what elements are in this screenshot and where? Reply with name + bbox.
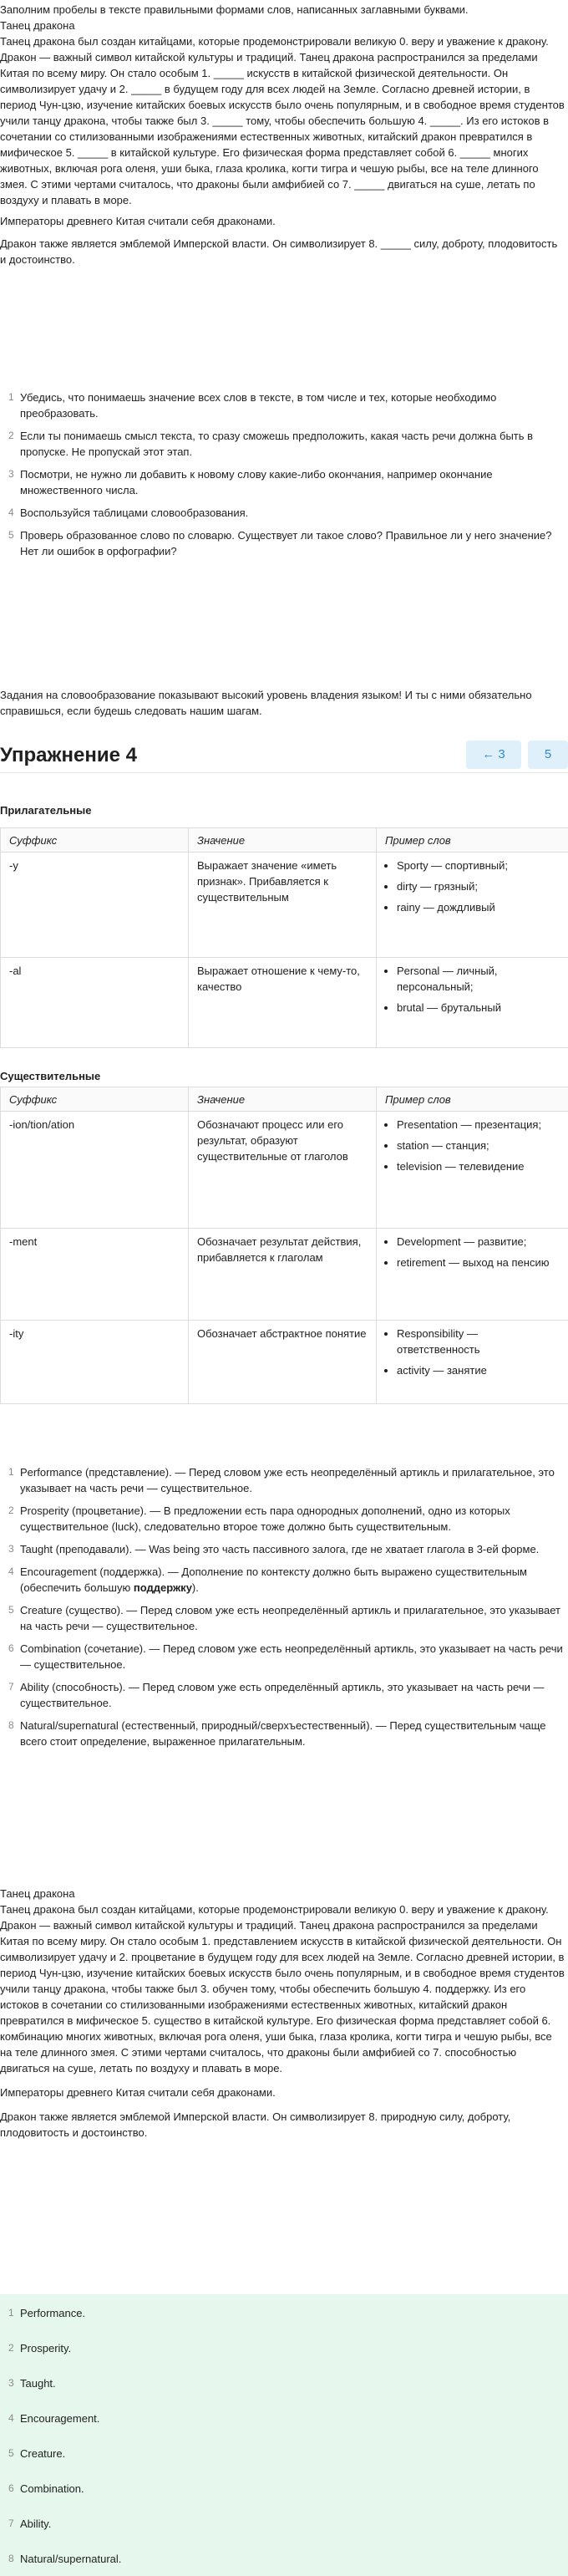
suffix-cell: -y xyxy=(1,853,189,958)
answer-item xyxy=(0,2375,56,2391)
adjectives-table xyxy=(0,827,568,1048)
step-text: Проверь образованное слово по словарю. Существует ли такое слово? Правильное ли у него значение? Нет ли ошибок в орфографии? xyxy=(20,529,552,557)
answer-number: 6 xyxy=(8,2482,14,2494)
answer-text: Creature. xyxy=(20,2447,66,2460)
examples-cell xyxy=(377,853,568,958)
step-number: 3 xyxy=(8,468,14,480)
item-number: 1 xyxy=(8,1466,14,1478)
step-text: Если ты понимаешь смысл текста, то сразу сможешь предположить, какая часть речи должна быть в пропуске. Не пропускай этот этап. xyxy=(20,430,534,458)
list-item xyxy=(0,428,565,460)
list-item xyxy=(0,1503,565,1535)
answer-text: Natural/supernatural. xyxy=(20,2553,122,2565)
story-filled-block xyxy=(0,1886,565,2141)
story-paragraph-power: Дракон также является эмблемой Имперской власти. Он символизирует 8. _____ силу, доброту, плодовитость и достоинство. xyxy=(0,237,558,266)
nouns-table xyxy=(0,1087,568,1404)
suffix-cell: -al xyxy=(1,958,189,1048)
column-header: Значение xyxy=(189,828,377,853)
table-row xyxy=(1,958,568,1048)
answer-item xyxy=(0,2411,99,2426)
meaning-cell: Выражает отношение к чему-то, качество xyxy=(189,958,377,1048)
column-header: Значение xyxy=(189,1087,377,1112)
example-item: • television — телевидение xyxy=(397,1158,560,1174)
explanation-text: Natural/supernatural (естественный, природный/сверхъестественный). — Перед существительным чаще всего стоит определение, выраженное прилагательным. xyxy=(20,1719,546,1748)
explanation-text: Creature (существо). — Перед словом уже есть неопределённый артикль и прилагательное, это указывает на часть речи — существительное. xyxy=(20,1604,560,1632)
answer-number: 8 xyxy=(8,2553,14,2564)
story-paragraph: Танец дракона был создан китайцами, которые продемонстрировали великую 0. веру и уважение к дракону. Дракон — важный символ китайской культуры и традиций. Танец дракона распространился за пределами Китая по всему миру. Он стало особым 1. представлением искусств в китайской физической деятельности. Он символизирует удачу и 2. процветание в будущем году для всех людей на Земле. Согласно древней истории, в период Чун-цзю, изучение китайских боевых искусств было очень популярным, и в свободное время студентов учили танцу дракона, чтобы также был 3. обучен тому, чтобы обеспечить большую 4. поддержку. Из его истоков в сочетании со стилизованными изображениями естественных животных, китайский дракон превратился в мифическое 5. существо в китайской культуре. Его физическая форма представляет собой 6. комбинацию многих животных, включая рога оленя, уши быка, глаза кролика, когти тигра и чешую рыбы, все на теле длинного змея. С этими чертами считалось, что драконы были амфибией со 7. способностью двигаться на суше, летать по воздуху и плавать в море. xyxy=(0,1903,565,2075)
adjectives-section-title: Прилагательные xyxy=(0,804,92,817)
table-row xyxy=(1,853,568,958)
item-number: 4 xyxy=(8,1565,14,1577)
next-exercise-button[interactable]: 5 xyxy=(528,741,568,769)
step-number: 1 xyxy=(8,391,14,403)
closing-block xyxy=(0,687,565,719)
example-item: • Development — развитие; xyxy=(397,1234,560,1250)
list-item xyxy=(0,527,565,559)
list-item xyxy=(0,1464,565,1496)
exercise-header xyxy=(0,736,568,773)
item-number: 2 xyxy=(8,1504,14,1516)
item-number: 5 xyxy=(8,1604,14,1616)
story-paragraph-emperors: Императоры древнего Китая считали себя драконами. xyxy=(0,215,276,227)
list-item xyxy=(0,1541,565,1557)
explanations-list xyxy=(0,1464,565,1749)
suffix-cell: -ity xyxy=(1,1321,189,1404)
examples-cell xyxy=(377,1321,568,1404)
example-item: • Personal — личный, персональный; xyxy=(397,963,560,995)
column-header: Пример слов xyxy=(377,828,568,853)
meaning-cell: Обозначает абстрактное понятие xyxy=(189,1321,377,1404)
steps-list xyxy=(0,389,565,559)
answer-text: Prosperity. xyxy=(20,2342,72,2355)
explanation-text-end: ). xyxy=(191,1581,199,1594)
example-item: • Presentation — презентация; xyxy=(397,1117,560,1133)
meaning-cell: Обозначают процесс или его результат, образуют существительные от глаголов xyxy=(189,1112,377,1229)
explanation-text: Encouragement (поддержка). — Дополнение по контексту должно быть выражено существительным (обеспечить большую xyxy=(20,1565,527,1594)
meaning-cell: Выражает значение «иметь признак». Прибавляется к существительным xyxy=(189,853,377,958)
answer-text: Ability. xyxy=(20,2517,52,2530)
suffix-cell: -ion/tion/ation xyxy=(1,1112,189,1229)
intro-block xyxy=(0,2,565,267)
examples-cell xyxy=(377,958,568,1048)
example-item: • Sporty — спортивный; xyxy=(397,858,560,873)
column-header: Суффикс xyxy=(1,1087,189,1112)
examples-cell xyxy=(377,1112,568,1229)
story-paragraph-emperors: Императоры древнего Китая считали себя драконами. xyxy=(0,2086,276,2099)
answer-item xyxy=(0,2516,51,2532)
story-title: Танец дракона xyxy=(0,1887,75,1900)
table-row xyxy=(1,1229,568,1321)
example-item: • Responsibility — ответственность xyxy=(397,1326,560,1357)
examples-cell xyxy=(377,1229,568,1321)
story-title: Танец дракона xyxy=(0,19,75,32)
answer-number: 5 xyxy=(8,2447,14,2459)
answer-item xyxy=(0,2340,71,2356)
nouns-section-title: Существительные xyxy=(0,1070,101,1082)
steps-block xyxy=(0,389,565,566)
prev-exercise-button[interactable]: ← 3 xyxy=(466,741,521,769)
item-number: 7 xyxy=(8,1681,14,1693)
closing-text: Задания на словообразование показывают высокий уровень владения языком! И ты с ними обязательно справишься, если будешь следовать нашим шагам. xyxy=(0,689,532,717)
list-item xyxy=(0,1564,565,1596)
example-item: • station — станция; xyxy=(397,1138,560,1153)
step-text: Воспользуйся таблицами словообразования. xyxy=(20,507,249,519)
list-item xyxy=(0,1679,565,1711)
step-number: 4 xyxy=(8,507,14,518)
story-paragraph-power: Дракон также является эмблемой Имперской власти. Он символизирует 8. природную силу, доброту, плодовитость и достоинство. xyxy=(0,2110,511,2139)
intro-text: Заполним пробелы в тексте правильными формами слов, написанных заглавными буквами. xyxy=(0,3,469,16)
answer-item xyxy=(0,2551,121,2567)
list-item xyxy=(0,389,565,421)
explanation-text: Combination (сочетание). — Перед словом уже есть неопределённый артикль, это указывает на часть речи — существительное. xyxy=(20,1642,563,1671)
list-item xyxy=(0,466,565,498)
item-number: 3 xyxy=(8,1543,14,1555)
exercise-title: Упражнение 4 xyxy=(0,744,137,766)
step-text: Убедись, что понимаешь значение всех слов в тексте, в том числе и тех, которые необходимо преобразовать. xyxy=(20,391,497,420)
table-header-row xyxy=(1,1087,568,1112)
list-item xyxy=(0,1602,565,1634)
example-item: • rainy — дождливый xyxy=(397,899,560,915)
list-item xyxy=(0,505,565,521)
answer-number: 7 xyxy=(8,2517,14,2529)
answer-text: Combination. xyxy=(20,2482,84,2495)
story-paragraph: Танец дракона был создан китайцами, которые продемонстрировали великую 0. веру и уважение к дракону. Дракон — важный символ китайской культуры и традиций. Танец дракона распространился за пределами Китая по всему миру. Он стало особым 1. _____ искусств в китайской физической деятельности. Он символизирует удачу и 2. _____ в будущем году для всех людей на Земле. Согласно древней истории, в период Чун-цзю, изучение китайских боевых искусств было очень популярным, и в свободное время студентов учили танцу дракона, чтобы также был 3. _____ тому, чтобы обеспечить большую 4. _____. Из его истоков в сочетании со стилизованными изображениями естественных животных, китайский дракон превратился в мифическое 5. _____ в китайской культуре. Его физическая форма представляет собой 6. _____ многих животных, включая рога оленя, уши быка, глаза кролика, когти тигра и чешую рыбы, все на теле длинного змея. С этими чертами считалось, что драконы были амфибией со 7. _____ двигаться на суше, летать по воздуху и плавать в море. xyxy=(0,35,565,206)
list-item xyxy=(0,1641,565,1672)
answer-item xyxy=(0,2305,85,2321)
explanations-block xyxy=(0,1464,565,1756)
explanation-text: Ability (способность). — Перед словом уже есть определённый артикль, это указывает на часть речи — существительное. xyxy=(20,1681,545,1709)
table-row xyxy=(1,1321,568,1404)
list-item xyxy=(0,1718,565,1749)
explanation-text: Taught (преподавали). — Was being это часть пассивного залога, где не хватает глагола в 3-ей форме. xyxy=(20,1543,540,1555)
answer-item xyxy=(0,2481,84,2497)
answers-panel xyxy=(0,2294,568,2576)
step-number: 5 xyxy=(8,529,14,541)
answer-text: Performance. xyxy=(20,2307,86,2319)
step-text: Посмотри, не нужно ли добавить к новому слову какие-либо окончания, например окончание множественного числа. xyxy=(20,468,493,496)
answer-text: Taught. xyxy=(20,2377,56,2390)
answer-number: 3 xyxy=(8,2377,14,2389)
table-row xyxy=(1,1112,568,1229)
step-number: 2 xyxy=(8,430,14,441)
column-header: Пример слов xyxy=(377,1087,568,1112)
example-item: • retirement — выход на пенсию xyxy=(397,1255,560,1270)
answer-number: 1 xyxy=(8,2307,14,2319)
suffix-cell: -ment xyxy=(1,1229,189,1321)
example-item: • activity — занятие xyxy=(397,1362,560,1378)
item-number: 6 xyxy=(8,1642,14,1654)
explanation-text: Prosperity (процветание). — В предложении есть пара однородных дополнений, одно из которых существительное (luck), следовательно второе тоже должно быть существительным. xyxy=(20,1504,510,1533)
answer-number: 4 xyxy=(8,2412,14,2424)
answer-item xyxy=(0,2446,65,2461)
explanation-text: Performance (представление). — Перед словом уже есть неопределённый артикль и прилагательное, это указывает на часть речи — существительное. xyxy=(20,1466,555,1494)
explanation-bold: поддержку xyxy=(133,1581,192,1594)
answer-text: Encouragement. xyxy=(20,2412,100,2425)
answer-number: 2 xyxy=(8,2342,14,2354)
column-header: Суффикс xyxy=(1,828,189,853)
meaning-cell: Обозначает результат действия, прибавляется к глаголам xyxy=(189,1229,377,1321)
item-number: 8 xyxy=(8,1719,14,1731)
table-header-row xyxy=(1,828,568,853)
example-item: • brutal — брутальный xyxy=(397,1000,560,1016)
example-item: • dirty — грязный; xyxy=(397,878,560,894)
